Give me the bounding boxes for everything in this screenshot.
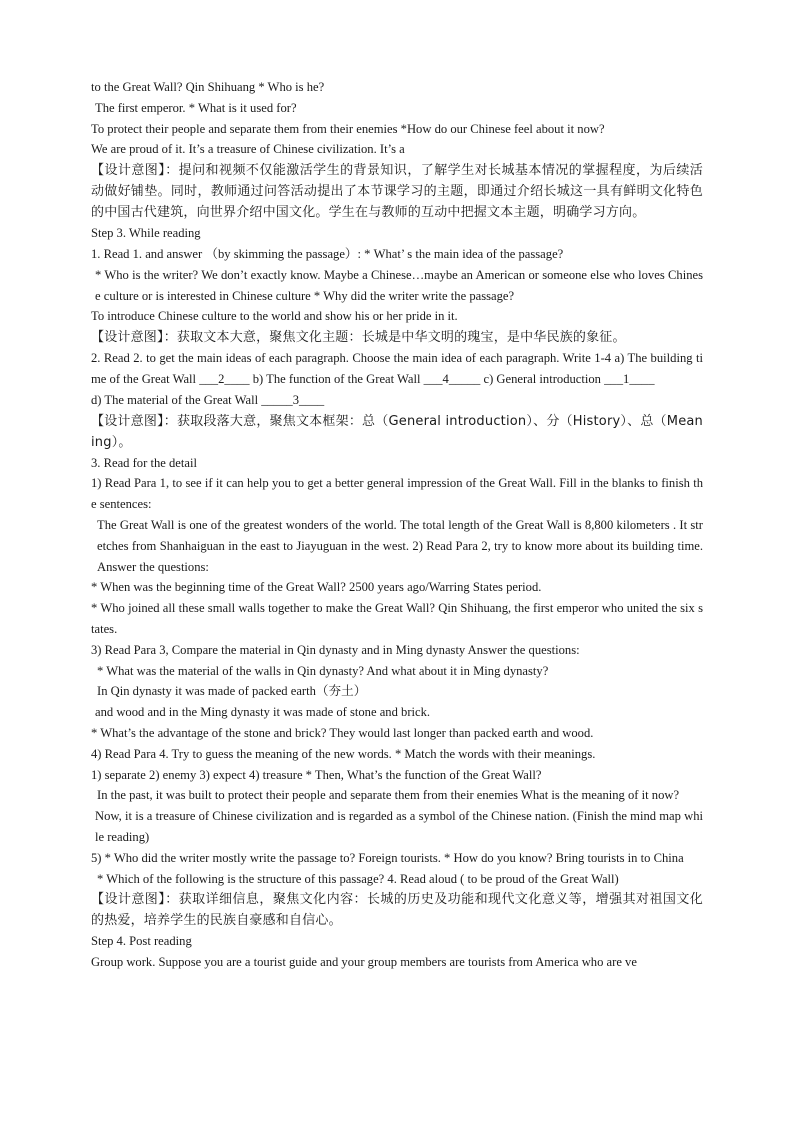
- text-line: 2. Read 2. to get the main ideas of each paragraph. Choose the main idea of each paragraph. Write 1-4 a) The building time of the Great Wall ___2____ b) The function of the Great Wall ___4_____ c) General introduction ___1____: [91, 351, 703, 386]
- document-page: [91, 77, 703, 973]
- text-line: 3. Read for the detail: [91, 455, 197, 470]
- text-line: To protect their people and separate them from their enemies *How do our Chinese feel about it now?: [91, 121, 605, 136]
- text-line: * What was the material of the walls in Qin dynasty? And what about it in Ming dynasty?: [97, 663, 549, 678]
- text-line: * When was the beginning time of the Great Wall? 2500 years ago/Warring States period.: [91, 580, 542, 595]
- text-line: d) The material of the Great Wall _____3____: [91, 392, 325, 407]
- text-line: We are proud of it. It’s a treasure of Chinese civilization. It’s a: [91, 142, 405, 157]
- text-line: to the Great Wall? Qin Shihuang * Who is he?: [91, 80, 325, 94]
- design-intent-paragraph: 【设计意图】：获取详细信息，聚焦文化内容：长城的历史及功能和现代文化意义等，增强其对祖国文化的热爱，培养学生的民族自豪感和自信心。: [91, 892, 703, 929]
- text-line: The Great Wall is one of the greatest wonders of the world. The total length of the Great Wall is 8,800 kilometers . It stretches from Shanhaiguan in the east to Jiayuguan in the west. 2) Read Para 2, try to know more about its building time. Answer the questions:: [97, 517, 703, 574]
- text-line: 1. Read 1. and answer （by skimming the passage）: * What’ s the main idea of the passage?: [91, 246, 564, 261]
- text-line: and wood and in the Ming dynasty it was made of stone and brick.: [95, 705, 431, 720]
- text-line: 5) * Who did the writer mostly write the passage to? Foreign tourists. * How do you know? Bring tourists in to China: [91, 850, 684, 865]
- text-line: 1) Read Para 1, to see if it can help you to get a better general impression of the Great Wall. Fill in the blanks to finish the sentences:: [91, 476, 703, 512]
- design-intent-paragraph: 【设计意图】：提问和视频不仅能激活学生的背景知识，了解学生对长城基本情况的掌握程度，为后续活动做好铺垫。同时，教师通过问答活动提出了本节课学习的主题，即通过介绍长城这一具有鲜明文化特色的中国古代建筑，向世界介绍中国文化。学生在与教师的互动中把握文本主题，明确学习方向。: [91, 163, 703, 221]
- text-line: To introduce Chinese culture to the world and show his or her pride in it.: [91, 309, 458, 324]
- text-line: Group work. Suppose you are a tourist guide and your group members are tourists from America who are ve: [91, 955, 637, 970]
- text-line: Step 4. Post reading: [91, 934, 192, 949]
- text-line: Now, it is a treasure of Chinese civilization and is regarded as a symbol of the Chinese nation. (Finish the mind map while reading): [95, 809, 703, 844]
- text-line: The first emperor. * What is it used for?: [95, 100, 297, 115]
- text-line: 4) Read Para 4. Try to guess the meaning of the new words. * Match the words with their meanings.: [91, 746, 596, 761]
- text-line: 3) Read Para 3, Compare the material in Qin dynasty and in Ming dynasty Answer the questions:: [91, 642, 580, 657]
- text-line: * Who joined all these small walls together to make the Great Wall? Qin Shihuang, the first emperor who united the six states.: [91, 601, 703, 636]
- text-line: * Who is the writer? We don’t exactly know. Maybe a Chinese…maybe an American or someone else who loves Chinese culture or is interested in Chinese culture * Why did the writer write the passage?: [95, 267, 703, 303]
- design-intent-paragraph: 【设计意图】：获取段落大意，聚焦文本框架：总（General introduction）、分（History）、总（Meaning）。: [91, 413, 703, 450]
- text-line: 1) separate 2) enemy 3) expect 4) treasure * Then, What’s the function of the Great Wall?: [91, 767, 542, 782]
- design-intent-paragraph: 【设计意图】：获取文本大意，聚焦文化主题：长城是中华文明的瑰宝，是中华民族的象征。: [91, 330, 626, 346]
- text-line: * Which of the following is the structure of this passage? 4. Read aloud ( to be proud of the Great Wall): [97, 871, 619, 886]
- text-line: Step 3. While reading: [91, 226, 201, 241]
- text-line: * What’s the advantage of the stone and brick? They would last longer than packed earth and wood.: [91, 725, 594, 740]
- text-line: In Qin dynasty it was made of packed earth（夯土）: [97, 684, 367, 699]
- text-line: In the past, it was built to protect their people and separate them from their enemies What is the meaning of it now?: [97, 788, 680, 803]
